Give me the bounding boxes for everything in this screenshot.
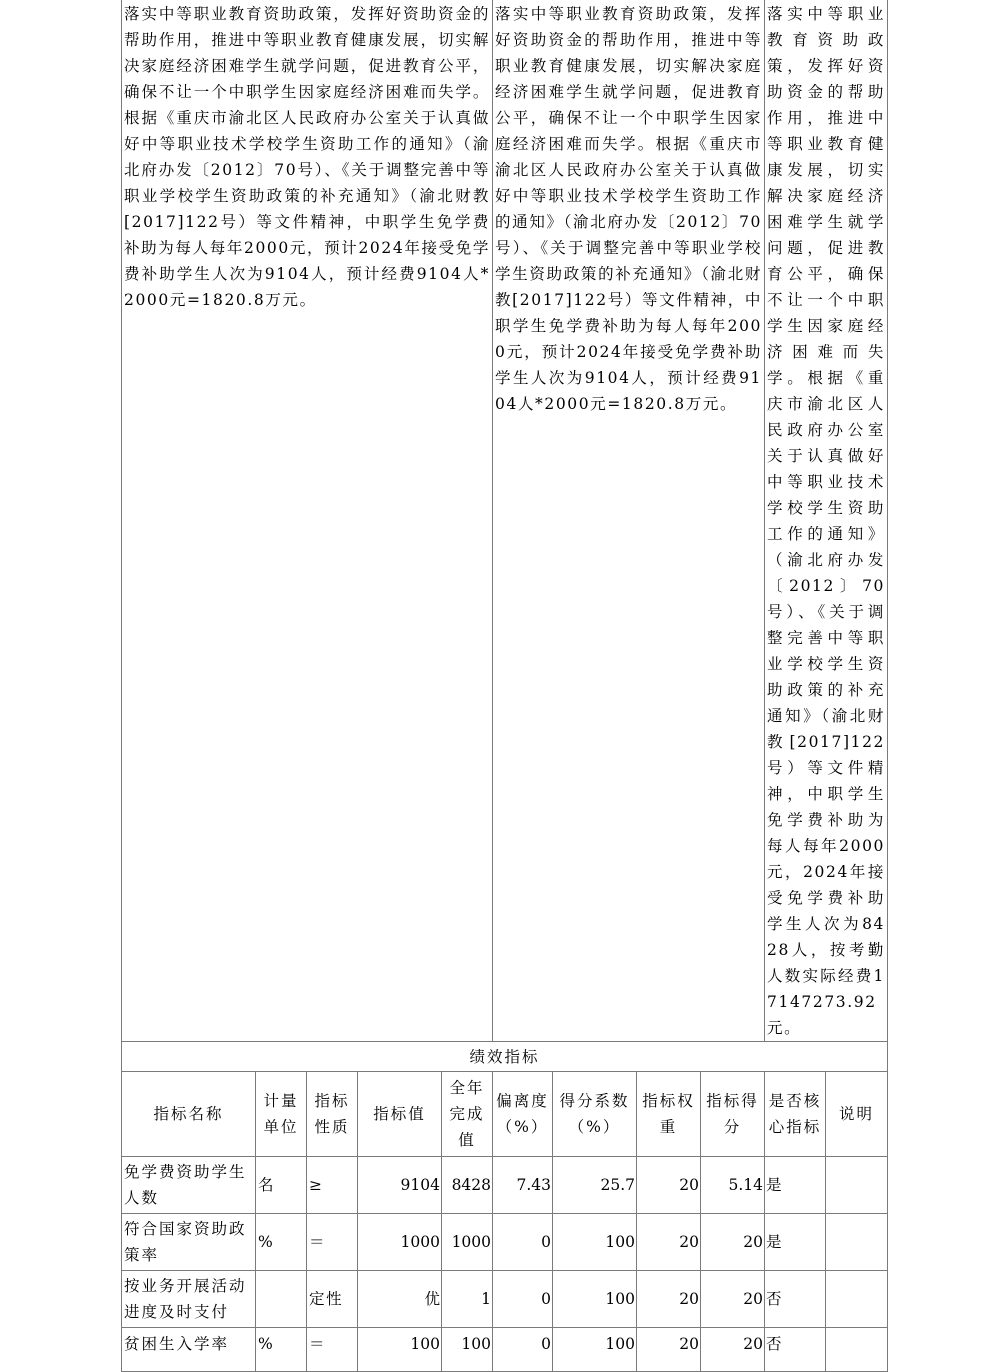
actual-cell: 1 bbox=[442, 1271, 493, 1328]
indicator-name: 贫困生入学率 bbox=[122, 1328, 256, 1372]
nature-cell: ＝ bbox=[307, 1214, 358, 1271]
indicator-name: 按业务开展活动进度及时支付 bbox=[122, 1271, 256, 1328]
table-row bbox=[122, 1328, 888, 1372]
performance-report-document bbox=[121, 0, 887, 1372]
unit-cell: % bbox=[256, 1328, 307, 1372]
note-cell bbox=[826, 1157, 888, 1214]
section-title-row bbox=[122, 1042, 888, 1072]
header-target-value: 指标值 bbox=[358, 1072, 442, 1157]
coefficient-cell: 100 bbox=[553, 1271, 637, 1328]
table-row bbox=[122, 1157, 888, 1214]
weight-cell: 20 bbox=[637, 1271, 701, 1328]
header-note: 说明 bbox=[826, 1072, 888, 1157]
indicator-name: 符合国家资助政策率 bbox=[122, 1214, 256, 1271]
score-cell: 20 bbox=[701, 1271, 765, 1328]
unit-cell: % bbox=[256, 1214, 307, 1271]
target-cell: 1000 bbox=[358, 1214, 442, 1271]
coefficient-cell: 100 bbox=[553, 1214, 637, 1271]
actual-cell: 8428 bbox=[442, 1157, 493, 1214]
actual-completion-description-cell: 落实中等职业教育资助政策，发挥好资助资金的帮助作用，推进中等职业教育健康发展，切实解决家庭经济困难学生就学问题，促进教育公平，确保不让一个中职学生因家庭经济困难而失学。根据《重庆市渝北区人民政府办公室关于认真做好中等职业技术学校学生资助工作的通知》（渝北府办发〔2012〕70号）、《关于调整完善中等职业学校学生资助政策的补充通知》（渝北财教[2017]122号）等文件精神，中职学生免学费补助为每人每年2000元，2024年接受免学费补助学生人次为8428人，按考勤人数实际经费17147273.92元。 bbox=[765, 0, 888, 1042]
header-deviation: 偏离度（%） bbox=[493, 1072, 553, 1157]
table-row bbox=[122, 1214, 888, 1271]
nature-cell: ≥ bbox=[307, 1157, 358, 1214]
unit-cell: 名 bbox=[256, 1157, 307, 1214]
core-flag-cell: 是 bbox=[765, 1214, 826, 1271]
deviation-cell: 0 bbox=[493, 1214, 553, 1271]
performance-table bbox=[121, 0, 888, 1372]
plan-description-cell: 落实中等职业教育资助政策，发挥好资助资金的帮助作用，推进中等职业教育健康发展，切实解决家庭经济困难学生就学问题，促进教育公平，确保不让一个中职学生因家庭经济困难而失学。根据《重庆市渝北区人民政府办公室关于认真做好中等职业技术学校学生资助工作的通知》（渝北府办发〔2012〕70号）、《关于调整完善中等职业学校学生资助政策的补充通知》（渝北财教[2017]122号）等文件精神，中职学生免学费补助为每人每年2000元，预计2024年接受免学费补助学生人次为9104人，预计经费9104人*2000元=1820.8万元。 bbox=[122, 0, 493, 1042]
deviation-cell: 7.43 bbox=[493, 1157, 553, 1214]
score-cell: 20 bbox=[701, 1214, 765, 1271]
weight-cell: 20 bbox=[637, 1157, 701, 1214]
deviation-cell: 0 bbox=[493, 1271, 553, 1328]
weight-cell: 20 bbox=[637, 1214, 701, 1271]
unit-cell bbox=[256, 1271, 307, 1328]
nature-cell: 定性 bbox=[307, 1271, 358, 1328]
header-unit: 计量单位 bbox=[256, 1072, 307, 1157]
header-nature: 指标性质 bbox=[307, 1072, 358, 1157]
coefficient-cell: 25.7 bbox=[553, 1157, 637, 1214]
header-core-indicator: 是否核心指标 bbox=[765, 1072, 826, 1157]
core-flag-cell: 否 bbox=[765, 1271, 826, 1328]
description-row bbox=[122, 0, 888, 1042]
deviation-cell: 0 bbox=[493, 1328, 553, 1372]
annual-target-description-cell: 落实中等职业教育资助政策，发挥好资助资金的帮助作用，推进中等职业教育健康发展，切实解决家庭经济困难学生就学问题，促进教育公平，确保不让一个中职学生因家庭经济困难而失学。根据《重庆市渝北区人民政府办公室关于认真做好中等职业技术学校学生资助工作的通知》（渝北府办发〔2012〕70号）、《关于调整完善中等职业学校学生资助政策的补充通知》（渝北财教[2017]122号）等文件精神，中职学生免学费补助为每人每年2000元，预计2024年接受免学费补助学生人次为9104人，预计经费9104人*2000元=1820.8万元。 bbox=[493, 0, 765, 1042]
core-flag-cell: 否 bbox=[765, 1328, 826, 1372]
target-cell: 优 bbox=[358, 1271, 442, 1328]
note-cell bbox=[826, 1214, 888, 1271]
indicator-name: 免学费资助学生人数 bbox=[122, 1157, 256, 1214]
section-title: 绩效指标 bbox=[122, 1042, 888, 1072]
header-score-coefficient: 得分系数（%） bbox=[553, 1072, 637, 1157]
coefficient-cell: 100 bbox=[553, 1328, 637, 1372]
nature-cell: ＝ bbox=[307, 1328, 358, 1372]
table-header-row bbox=[122, 1072, 888, 1157]
note-cell bbox=[826, 1271, 888, 1328]
score-cell: 20 bbox=[701, 1328, 765, 1372]
actual-cell: 100 bbox=[442, 1328, 493, 1372]
target-cell: 9104 bbox=[358, 1157, 442, 1214]
note-cell bbox=[826, 1328, 888, 1372]
header-score: 指标得分 bbox=[701, 1072, 765, 1157]
table-row bbox=[122, 1271, 888, 1328]
target-cell: 100 bbox=[358, 1328, 442, 1372]
weight-cell: 20 bbox=[637, 1328, 701, 1372]
header-weight: 指标权重 bbox=[637, 1072, 701, 1157]
header-indicator-name: 指标名称 bbox=[122, 1072, 256, 1157]
core-flag-cell: 是 bbox=[765, 1157, 826, 1214]
actual-cell: 1000 bbox=[442, 1214, 493, 1271]
header-annual-actual: 全年完成值 bbox=[442, 1072, 493, 1157]
score-cell: 5.14 bbox=[701, 1157, 765, 1214]
